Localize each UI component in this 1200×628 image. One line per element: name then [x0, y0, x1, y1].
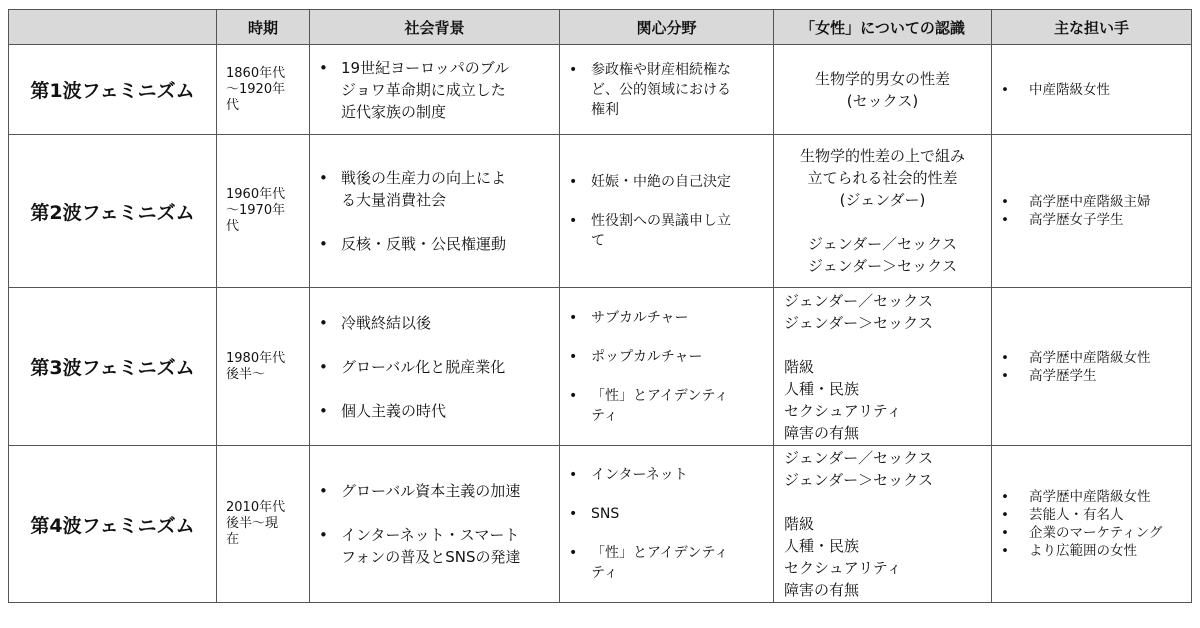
actor-item: • 企業のマーケティング	[992, 524, 1191, 542]
background-line: 冷戦終結以後	[341, 313, 432, 332]
header-actors: 主な担い手	[992, 10, 1192, 45]
actor-item: • 高学歴中産階級女性	[992, 488, 1191, 506]
recognition-gap	[784, 211, 981, 233]
header-interests: 関心分野	[560, 10, 774, 45]
background-item	[310, 57, 559, 123]
interest-item	[560, 504, 773, 524]
interest-line: ティ	[591, 565, 618, 581]
recognition-list	[784, 290, 981, 444]
recognition-line: 生物学的性差の上で組み	[799, 147, 965, 165]
wave-row	[9, 45, 1192, 135]
actor-item: • 高学歴中産階級女性	[992, 349, 1191, 367]
period-line: 後半〜現	[226, 516, 279, 531]
period-line: 1960年代	[226, 187, 286, 202]
recognition-line: 立てられる社会的性差	[807, 169, 958, 187]
background-line: 個人主義の時代	[341, 401, 447, 420]
interest-item	[560, 386, 773, 426]
interests-cell	[560, 45, 774, 135]
period-cell	[217, 135, 310, 288]
interest-line: ど、公的領域における	[591, 81, 731, 98]
recognition-line: 階級	[784, 357, 815, 376]
recognition-cell	[774, 135, 992, 288]
background-cell	[310, 288, 560, 446]
actor-item: • より広範囲の女性	[992, 542, 1191, 560]
period-line: 〜1970年	[226, 203, 286, 218]
wave-name: 第1波フェミニズム	[9, 45, 217, 135]
actor-item: • 高学歴学生	[992, 367, 1191, 385]
interest-item	[560, 211, 773, 251]
background-cell	[310, 135, 560, 288]
wave-row	[9, 288, 1192, 446]
interest-line: ティ	[591, 407, 618, 424]
interest-line: 性役割への異議申し立	[591, 212, 731, 229]
recognition-line: ジェンダー／セックス	[808, 235, 957, 253]
background-item	[310, 167, 559, 211]
wave-name: 第4波フェミニズム	[9, 446, 217, 603]
interest-item	[560, 465, 773, 485]
period-cell	[217, 446, 310, 603]
recognition-centered	[784, 145, 981, 277]
interest-item	[560, 172, 773, 192]
wave-row	[9, 135, 1192, 288]
recognition-line: ジェンダー＞セックス	[784, 471, 933, 489]
interest-line: 妊娠・中絶の自己決定	[591, 173, 731, 190]
background-line: グローバル資本主義の加速	[341, 482, 521, 500]
actors-list	[992, 193, 1191, 229]
background-list	[310, 480, 559, 568]
period-line: 1860年代	[226, 65, 286, 81]
interests-list	[560, 60, 773, 120]
period-line: 代	[226, 97, 240, 113]
recognition-gap	[784, 491, 981, 513]
feminism-waves-table	[8, 9, 1192, 603]
recognition-line: ジェンダー＞セックス	[784, 313, 933, 332]
recognition-line: 障害の有無	[784, 581, 860, 599]
header-background: 社会背景	[310, 10, 560, 45]
recognition-line: (セックス)	[846, 91, 919, 110]
wave-row	[9, 446, 1192, 603]
actors-list	[992, 488, 1191, 560]
background-cell	[310, 45, 560, 135]
background-line: フォンの普及とSNSの発達	[341, 548, 521, 566]
background-item	[310, 356, 559, 378]
actor-item: • 高学歴女子学生	[992, 211, 1191, 229]
period-line: 後半〜	[226, 366, 266, 382]
recognition-centered	[784, 68, 981, 112]
interest-item	[560, 60, 773, 120]
interests-list	[560, 465, 773, 583]
interest-line: 権利	[591, 101, 619, 118]
actors-cell	[992, 288, 1192, 446]
interest-line: インターネット	[591, 467, 688, 483]
wave-name: 第3波フェミニズム	[9, 288, 217, 446]
background-item	[310, 524, 559, 568]
recognition-line: 人種・民族	[784, 537, 860, 555]
interest-line: ポップカルチャー	[591, 348, 703, 365]
period-line: 代	[226, 219, 240, 234]
interest-item	[560, 308, 773, 328]
actors-cell	[992, 45, 1192, 135]
header-period: 時期	[217, 10, 310, 45]
actor-item: • 中産階級女性	[992, 81, 1191, 99]
header-corner	[9, 10, 217, 45]
period-line: 〜1920年	[226, 81, 286, 97]
background-cell	[310, 446, 560, 603]
recognition-line: (ジェンダー)	[839, 191, 926, 209]
background-item	[310, 400, 559, 422]
actors-cell	[992, 135, 1192, 288]
actor-item: • 高学歴中産階級主婦	[992, 193, 1191, 211]
background-line: インターネット・スマート	[341, 526, 520, 544]
actor-item: • 芸能人・有名人	[992, 506, 1191, 524]
interests-cell	[560, 135, 774, 288]
recognition-line: セクシュアリティ	[784, 559, 902, 577]
recognition-line: 生物学的男女の性差	[814, 69, 950, 88]
recognition-cell	[774, 45, 992, 135]
actors-list	[992, 81, 1191, 99]
interests-list	[560, 172, 773, 251]
recognition-cell	[774, 288, 992, 446]
interest-line: 「性」とアイデンティ	[591, 545, 729, 561]
recognition-line: ジェンダー／セックス	[784, 449, 933, 467]
period-cell	[217, 45, 310, 135]
recognition-gap	[784, 334, 981, 356]
recognition-line: 障害の有無	[784, 423, 860, 442]
interest-item	[560, 347, 773, 367]
interests-list	[560, 308, 773, 426]
background-list	[310, 167, 559, 255]
period-line: 在	[226, 532, 240, 547]
actors-list	[992, 349, 1191, 385]
interest-line: SNS	[591, 506, 620, 522]
interest-line: 「性」とアイデンティ	[591, 387, 729, 404]
background-line: 反核・反戦・公民権運動	[341, 235, 507, 253]
period-line: 2010年代	[226, 500, 286, 515]
wave-name: 第2波フェミニズム	[9, 135, 217, 288]
background-item	[310, 233, 559, 255]
recognition-list	[784, 447, 981, 601]
recognition-line: 人種・民族	[784, 379, 860, 398]
recognition-line: セクシュアリティ	[784, 401, 902, 420]
recognition-line: ジェンダー／セックス	[784, 291, 933, 310]
background-line: グローバル化と脱産業化	[341, 357, 506, 376]
interest-line: 参政権や財産相続権な	[591, 61, 731, 78]
interest-item	[560, 543, 773, 583]
recognition-cell	[774, 446, 992, 603]
header-row	[9, 10, 1192, 45]
period-line: 1980年代	[226, 350, 286, 366]
background-line: る大量消費社会	[341, 191, 447, 209]
background-item	[310, 480, 559, 502]
period-cell	[217, 288, 310, 446]
header-recognition: 「女性」についての認識	[774, 10, 992, 45]
background-line: 戦後の生産力の向上によ	[341, 169, 507, 187]
interest-line: サブカルチャー	[591, 309, 689, 326]
interests-cell	[560, 446, 774, 603]
background-line: 19世紀ヨーロッパのブル	[341, 58, 510, 77]
background-line: 近代家族の制度	[341, 102, 447, 121]
recognition-line: 階級	[784, 515, 815, 533]
recognition-line: ジェンダー＞セックス	[808, 257, 957, 275]
background-list	[310, 312, 559, 422]
interests-cell	[560, 288, 774, 446]
background-list	[310, 57, 559, 123]
actors-cell	[992, 446, 1192, 603]
background-item	[310, 312, 559, 334]
interest-line: て	[591, 232, 605, 249]
background-line: ジョワ革命期に成立した	[341, 80, 506, 99]
